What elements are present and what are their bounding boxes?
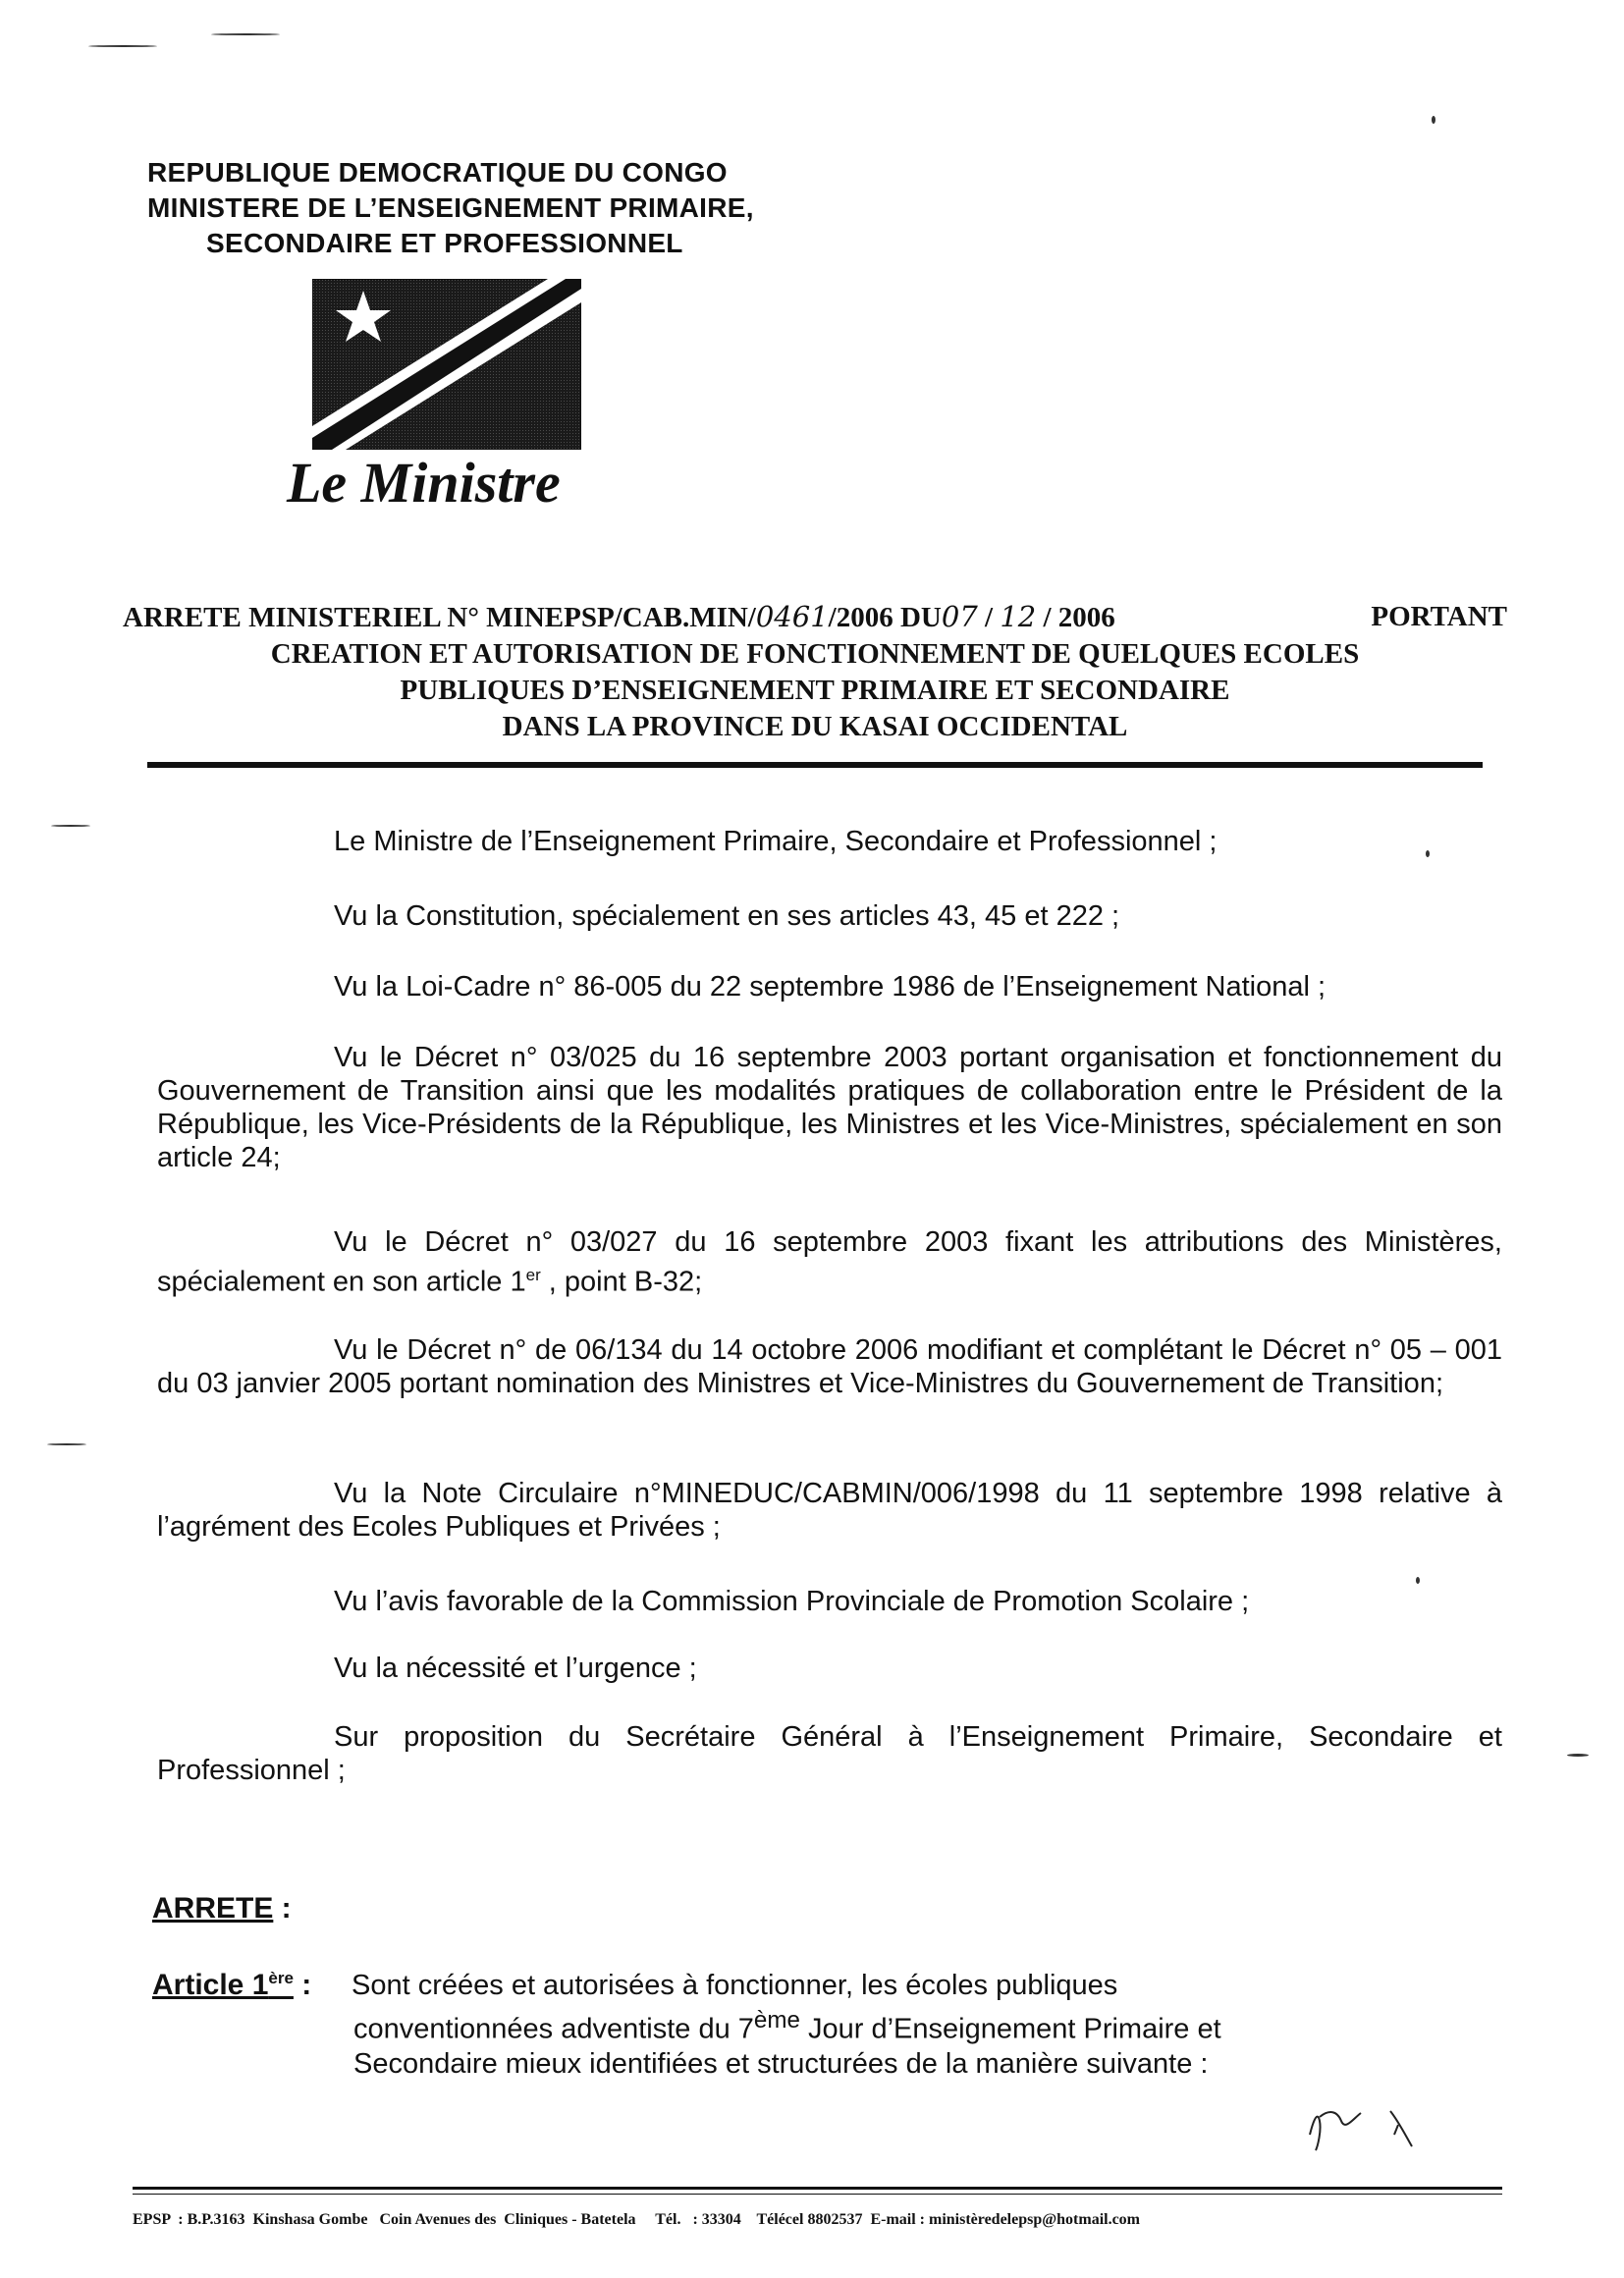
drc-flag-icon <box>312 279 581 450</box>
decree-reference-line <box>123 599 1507 636</box>
preamble-minister: Le Ministre de l’Enseignement Primaire, Secondaire et Professionnel ; <box>334 826 1218 857</box>
scan-speck <box>47 1443 86 1445</box>
scan-speck <box>1432 116 1435 124</box>
letterhead-country: REPUBLIQUE DEMOCRATIQUE DU CONGO <box>147 157 728 188</box>
preamble-decret-06-134: Vu le Décret n° de 06/134 du 14 octobre 2006 modifiant et complétant le Décret n° 05 – 001 du 03 janvier 2005 portant nomination des Ministres et Vice-Ministres du Gouvernement de Transition; <box>157 1334 1502 1399</box>
preamble-loi-cadre: Vu la Loi-Cadre n° 86-005 du 22 septembre 1986 de l’Enseignement National ; <box>334 971 1326 1003</box>
letterhead <box>147 155 754 261</box>
article-1-label: Article 1ère : <box>152 1969 312 2001</box>
scan-speck <box>211 33 280 35</box>
article-1-text: Sont créées et autorisées à fonctionner, les écoles publiques conventionnées adventiste du 7ème Jour d’Enseignement Primaire et Secondaire mieux identifiées et structurées de la manière suivante : <box>352 1970 1221 2080</box>
decree-subject-line3: DANS LA PROVINCE DU KASAI OCCIDENTAL <box>502 711 1128 742</box>
footer-divider <box>133 2187 1502 2190</box>
preamble-constitution: Vu la Constitution, spécialement en ses articles 43, 45 et 222 ; <box>334 900 1120 932</box>
scan-speck <box>1567 1754 1589 1757</box>
preamble-note-circulaire: Vu la Note Circulaire n°MINEDUC/CABMIN/006/1998 du 11 septembre 1998 relative à l’agrément des Ecoles Publiques et Privées ; <box>157 1478 1502 1543</box>
handwritten-initials-icon <box>1296 2091 1434 2160</box>
scan-speck <box>88 45 157 47</box>
preamble-decret-03-027: Vu le Décret n° 03/027 du 16 septembre 2003 fixant les attributions des Ministères, spécialement en son article 1er , point B-32; <box>157 1226 1502 1298</box>
minister-title: Le Ministre <box>287 451 561 515</box>
arrete-heading: ARRETE : <box>152 1892 292 1925</box>
scan-speck <box>1416 1577 1420 1584</box>
preamble-decret-03-025: Vu le Décret n° 03/025 du 16 septembre 2003 portant organisation et fonctionnement du Gouvernement de Transition ainsi que les modalités pratiques de collaboration entre le Président de la République, les Vice-Présidents de la République, les Ministres et les Vice-Ministres, spécialement en son article 24; <box>157 1042 1502 1173</box>
letterhead-ministry-cont: SECONDAIRE ET PROFESSIONNEL <box>206 228 683 258</box>
letterhead-ministry: MINISTERE DE L’ENSEIGNEMENT PRIMAIRE, <box>147 192 754 223</box>
decree-heading <box>123 599 1507 745</box>
preamble-avis-favorable: Vu l’avis favorable de la Commission Provinciale de Promotion Scolaire ; <box>334 1586 1250 1617</box>
preamble-proposition: Sur proposition du Secrétaire Général à l’Enseignement Primaire, Secondaire et Professionnel ; <box>157 1721 1502 1786</box>
scan-speck <box>1426 850 1430 857</box>
decree-day-handwritten: 07 <box>941 600 978 633</box>
decree-reference: ARRETE MINISTERIEL N° MINEPSP/CAB.MIN/0461/2006 DU07 / 12 / 2006 <box>123 600 1115 633</box>
preamble-necessite: Vu la nécessité et l’urgence ; <box>334 1653 697 1684</box>
heading-divider <box>147 762 1483 768</box>
decree-portant: PORTANT <box>1371 601 1507 632</box>
decree-subject-line2: PUBLIQUES D’ENSEIGNEMENT PRIMAIRE ET SECONDAIRE <box>400 675 1230 706</box>
decree-number-handwritten: 0461 <box>755 600 829 633</box>
scan-speck <box>51 825 90 827</box>
decree-month-handwritten: 12 <box>1000 600 1037 633</box>
footer-contact: EPSP : B.P.3163 Kinshasa Gombe Coin Avenues des Cliniques - Batetela Tél. : 33304 Télécel 8802537 E-mail : ministèredelepsp@hotmail.com <box>133 2211 1141 2228</box>
decree-subject-line1: CREATION ET AUTORISATION DE FONCTIONNEMENT DE QUELQUES ECOLES <box>270 638 1360 670</box>
footer-divider-thin <box>133 2194 1502 2195</box>
